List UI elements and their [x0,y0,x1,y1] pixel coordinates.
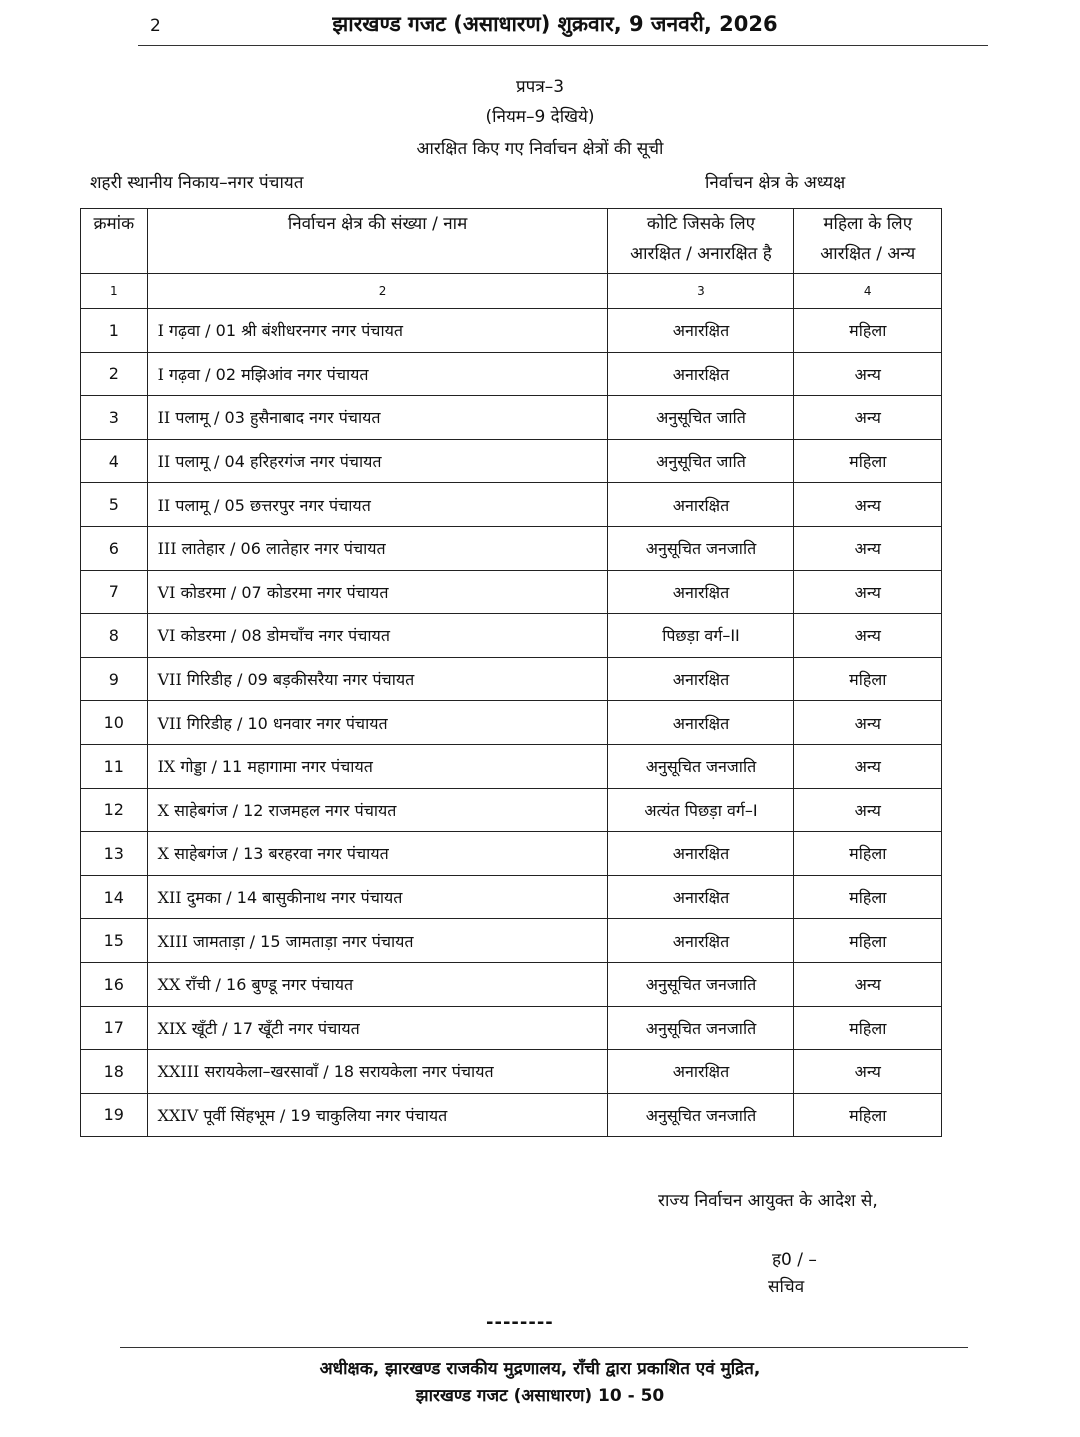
category-cell: अनारक्षित [608,832,794,876]
table-header-row [81,209,942,274]
page-number: 2 [150,16,161,36]
women-cell: अन्य [794,962,942,1006]
serial-cell: 9 [81,657,148,701]
division-roman: VI [157,582,176,602]
women-cell: अन्य [794,614,942,658]
constituency-cell [147,309,608,353]
division-roman: X [157,844,169,864]
division-roman: XII [157,888,182,908]
women-cell: महिला [794,919,942,963]
column-index: 4 [794,274,942,309]
serial-cell: 17 [81,1006,148,1050]
division-roman: VII [157,713,182,733]
women-cell: महिला [794,1006,942,1050]
division-roman: I [157,364,164,384]
division-roman: II [157,408,171,428]
division-roman: IX [157,757,176,777]
constituency-cell [147,614,608,658]
serial-cell: 2 [81,352,148,396]
constituency-name: गिरिडीह / 09 बड़कीसरैया नगर पंचायत [186,670,415,690]
women-cell: अन्य [794,788,942,832]
table-row [81,919,942,963]
category-cell: अनारक्षित [608,352,794,396]
category-cell: अनारक्षित [608,570,794,614]
women-cell: अन्य [794,701,942,745]
category-cell: अत्यंत पिछड़ा वर्ग–I [608,788,794,832]
constituency-cell [147,962,608,1006]
header-constituency [147,209,608,274]
constituency-name: गढ़वा / 01 श्री बंशीधरनगर नगर पंचायत [169,321,404,341]
women-cell: महिला [794,832,942,876]
category-cell: अनुसूचित जनजाति [608,962,794,1006]
table-row [81,396,942,440]
column-index: 2 [147,274,608,309]
constituency-cell [147,483,608,527]
division-roman: X [157,800,169,820]
category-cell: अनुसूचित जाति [608,439,794,483]
table-row [81,701,942,745]
category-cell: अनारक्षित [608,701,794,745]
category-cell: अनुसूचित जनजाति [608,1093,794,1137]
constituency-cell [147,1006,608,1050]
constituency-cell [147,657,608,701]
division-roman: XIX [157,1018,187,1038]
women-cell: महिला [794,309,942,353]
constituency-cell [147,352,608,396]
header-women-line2: आरक्षित / अन्य [820,244,916,264]
reservation-table [80,208,942,1137]
women-cell: अन्य [794,526,942,570]
women-cell: अन्य [794,352,942,396]
category-cell: अनुसूचित जनजाति [608,1006,794,1050]
women-cell: महिला [794,439,942,483]
constituency-name: गढ़वा / 02 मझिआंव नगर पंचायत [169,364,369,384]
list-heading: आरक्षित किए गए निर्वाचन क्षेत्रों की सूची [416,139,664,159]
constituency-cell [147,570,608,614]
form-title: प्रपत्र–3 [515,77,565,97]
constituency-name: पलामू / 04 हरिहरगंज नगर पंचायत [175,452,382,472]
women-cell: महिला [794,657,942,701]
division-roman: XX [157,975,181,995]
division-roman: XXIV [157,1105,199,1125]
constituency-cell [147,526,608,570]
constituency-name: पलामू / 05 छत्तरपुर नगर पंचायत [175,495,371,515]
category-cell: पिछड़ा वर्ग–II [608,614,794,658]
category-cell: अनारक्षित [608,657,794,701]
category-cell: अनारक्षित [608,309,794,353]
serial-cell: 18 [81,1050,148,1094]
header-women-line1: महिला के लिए [823,214,913,234]
division-roman: VII [157,670,182,690]
serial-cell: 1 [81,309,148,353]
serial-cell: 8 [81,614,148,658]
division-roman: XXIII [157,1062,200,1082]
footer-gazette-ref: झारखण्ड गजट (असाधारण) 10 - 50 [415,1386,665,1406]
constituency-name: कोडरमा / 07 कोडरमा नगर पंचायत [180,582,389,602]
table-row [81,875,942,919]
constituency-cell [147,701,608,745]
table-row [81,614,942,658]
table-row [81,352,942,396]
women-cell: महिला [794,875,942,919]
serial-cell: 15 [81,919,148,963]
table-row [81,744,942,788]
constituency-cell [147,439,608,483]
serial-cell: 19 [81,1093,148,1137]
rule-reference: (नियम–9 देखिये) [485,107,595,127]
constituency-name: साहेबगंज / 13 बरहरवा नगर पंचायत [174,844,389,864]
constituency-name: लातेहार / 06 लातेहार नगर पंचायत [181,539,386,559]
division-roman: VI [157,626,176,646]
serial-cell: 7 [81,570,148,614]
serial-cell: 12 [81,788,148,832]
serial-cell: 11 [81,744,148,788]
category-cell: अनुसूचित जनजाति [608,744,794,788]
constituency-cell [147,919,608,963]
constituency-cell [147,788,608,832]
table-row [81,1050,942,1094]
division-roman: II [157,452,171,472]
column-index-row [81,274,942,309]
header-serial [81,209,148,274]
table-row [81,526,942,570]
constituency-name: पलामू / 03 हुसैनाबाद नगर पंचायत [175,408,381,428]
table-row [81,309,942,353]
women-cell: अन्य [794,396,942,440]
serial-cell: 10 [81,701,148,745]
constituency-name: दुमका / 14 बासुकीनाथ नगर पंचायत [186,888,403,908]
constituency-cell [147,744,608,788]
constituency-cell [147,875,608,919]
constituency-cell [147,832,608,876]
header-serial-text: क्रमांक [93,214,135,234]
designation: सचिव [768,1277,805,1297]
constituency-name: पूर्वी सिंहभूम / 19 चाकुलिया नगर पंचायत [203,1105,448,1125]
division-roman: II [157,495,171,515]
women-cell: अन्य [794,483,942,527]
constituency-name: गिरिडीह / 10 धनवार नगर पंचायत [186,713,388,733]
serial-cell: 14 [81,875,148,919]
division-roman: III [157,539,177,559]
constituency-name: गोड्डा / 11 महागामा नगर पंचायत [180,757,373,777]
table-row [81,1093,942,1137]
women-cell: अन्य [794,744,942,788]
table-row [81,832,942,876]
post-label: निर्वाचन क्षेत्र के अध्यक्ष [705,173,846,193]
serial-cell: 6 [81,526,148,570]
table-row [81,657,942,701]
constituency-name: राँची / 16 बुण्डू नगर पंचायत [185,975,354,995]
table-row [81,570,942,614]
table-row [81,1006,942,1050]
serial-cell: 4 [81,439,148,483]
division-roman: XIII [157,931,188,951]
footer-publisher: अधीक्षक, झारखण्ड राजकीय मुद्रणालय, राँची द्वारा प्रकाशित एवं मुद्रित, [319,1359,761,1379]
header-constituency-text: निर्वाचन क्षेत्र की संख्या / नाम [287,214,468,234]
women-cell: अन्य [794,1050,942,1094]
serial-cell: 5 [81,483,148,527]
column-index: 1 [81,274,148,309]
header-women [794,209,942,274]
constituency-name: जामताड़ा / 15 जामताड़ा नगर पंचायत [193,931,414,951]
signature-mark: ह0 / – [772,1250,817,1270]
separator: -------- [486,1312,554,1333]
header-category-line2: आरक्षित / अनारक्षित है [630,244,772,264]
category-cell: अनारक्षित [608,1050,794,1094]
category-cell: अनुसूचित जाति [608,396,794,440]
women-cell: अन्य [794,570,942,614]
order-line: राज्य निर्वाचन आयुक्त के आदेश से, [658,1191,878,1211]
serial-cell: 3 [81,396,148,440]
division-roman: I [157,321,164,341]
constituency-name: कोडरमा / 08 डोमचाँच नगर पंचायत [180,626,390,646]
category-cell: अनुसूचित जनजाति [608,526,794,570]
constituency-name: सरायकेला–खरसावाँ / 18 सरायकेला नगर पंचायत [204,1062,494,1082]
table-row [81,788,942,832]
header-category-line1: कोटि जिसके लिए [646,214,756,234]
category-cell: अनारक्षित [608,483,794,527]
serial-cell: 16 [81,962,148,1006]
column-index: 3 [608,274,794,309]
category-cell: अनारक्षित [608,875,794,919]
gazette-header-title: झारखण्ड गजट (असाधारण) शुक्रवार, 9 जनवरी, 2026 [332,12,778,36]
table-row [81,439,942,483]
constituency-name: साहेबगंज / 12 राजमहल नगर पंचायत [174,800,397,820]
table-row [81,962,942,1006]
header-divider [138,45,988,46]
footer-divider [120,1347,968,1348]
table-row [81,483,942,527]
serial-cell: 13 [81,832,148,876]
header-category [608,209,794,274]
constituency-name: खूँटी / 17 खूँटी नगर पंचायत [191,1018,360,1038]
constituency-cell [147,396,608,440]
women-cell: महिला [794,1093,942,1137]
constituency-cell [147,1050,608,1094]
body-type-label: शहरी स्थानीय निकाय–नगर पंचायत [90,173,304,193]
category-cell: अनारक्षित [608,919,794,963]
constituency-cell [147,1093,608,1137]
